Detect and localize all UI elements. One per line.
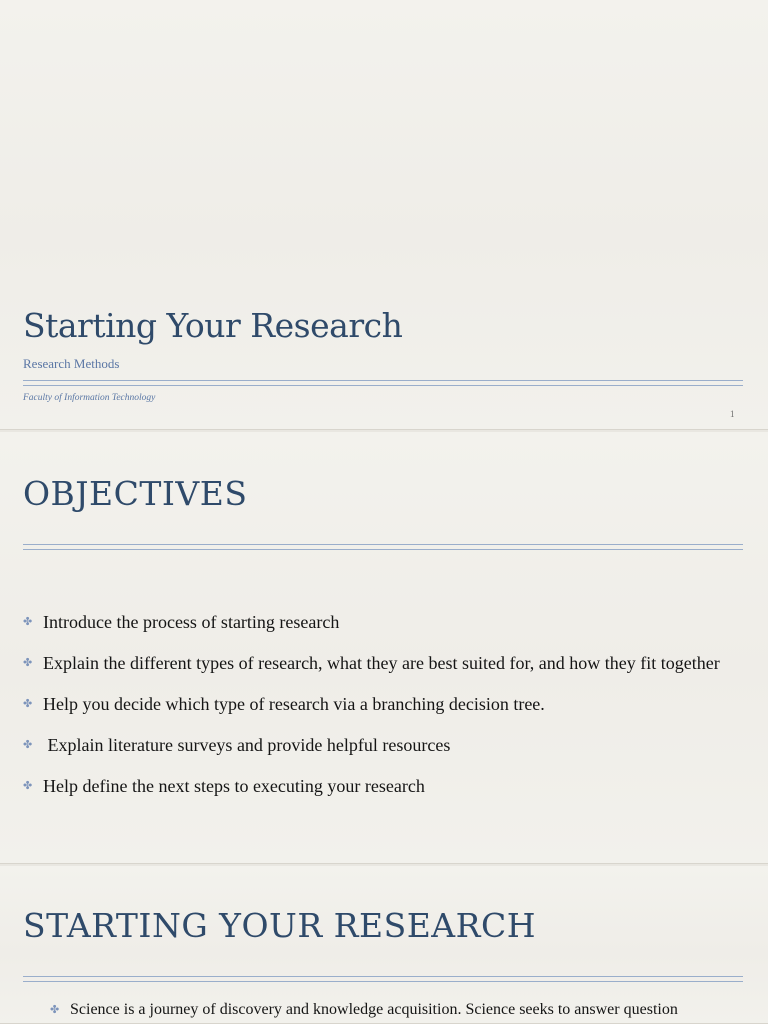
list-item — [23, 692, 743, 716]
objectives-divider — [23, 544, 743, 550]
bullet-icon: ✤ — [50, 1003, 60, 1016]
bullet-icon: ✤ — [23, 738, 33, 751]
list-item-text: Help define the next steps to executing your research — [43, 776, 425, 796]
objectives-heading: OBJECTIVES — [23, 474, 248, 513]
slide-objectives — [0, 432, 768, 864]
list-item-text: Introduce the process of starting research — [43, 612, 340, 632]
objectives-list — [23, 610, 743, 815]
slide-footer: Faculty of Information Technology — [23, 393, 156, 403]
slide-title-heading: Starting Your Research — [23, 306, 403, 345]
list-item — [23, 651, 743, 675]
list-item — [23, 733, 743, 757]
slide-subtitle: Research Methods — [23, 356, 120, 371]
starting-research-divider — [23, 976, 743, 982]
bullet-icon: ✤ — [23, 697, 33, 710]
slide-title — [0, 0, 768, 430]
starting-research-heading: STARTING YOUR RESEARCH — [23, 906, 537, 945]
list-item — [50, 1000, 678, 1020]
page-number: 1 — [730, 409, 735, 419]
list-item-text: Explain literature surveys and provide helpful resources — [43, 735, 451, 755]
bullet-icon: ✤ — [23, 615, 33, 628]
bullet-icon: ✤ — [23, 656, 33, 669]
list-item-text: Explain the different types of research, what they are best suited for, and how they fit together — [43, 653, 720, 673]
list-item — [23, 610, 743, 634]
list-item-text: Science is a journey of discovery and knowledge acquisition. Science seeks to answer question — [70, 1001, 678, 1018]
bullet-icon: ✤ — [23, 779, 33, 792]
title-divider — [23, 380, 743, 386]
slide-starting-research — [0, 866, 768, 1024]
list-item-text: Help you decide which type of research via a branching decision tree. — [43, 694, 545, 714]
list-item — [23, 774, 743, 798]
